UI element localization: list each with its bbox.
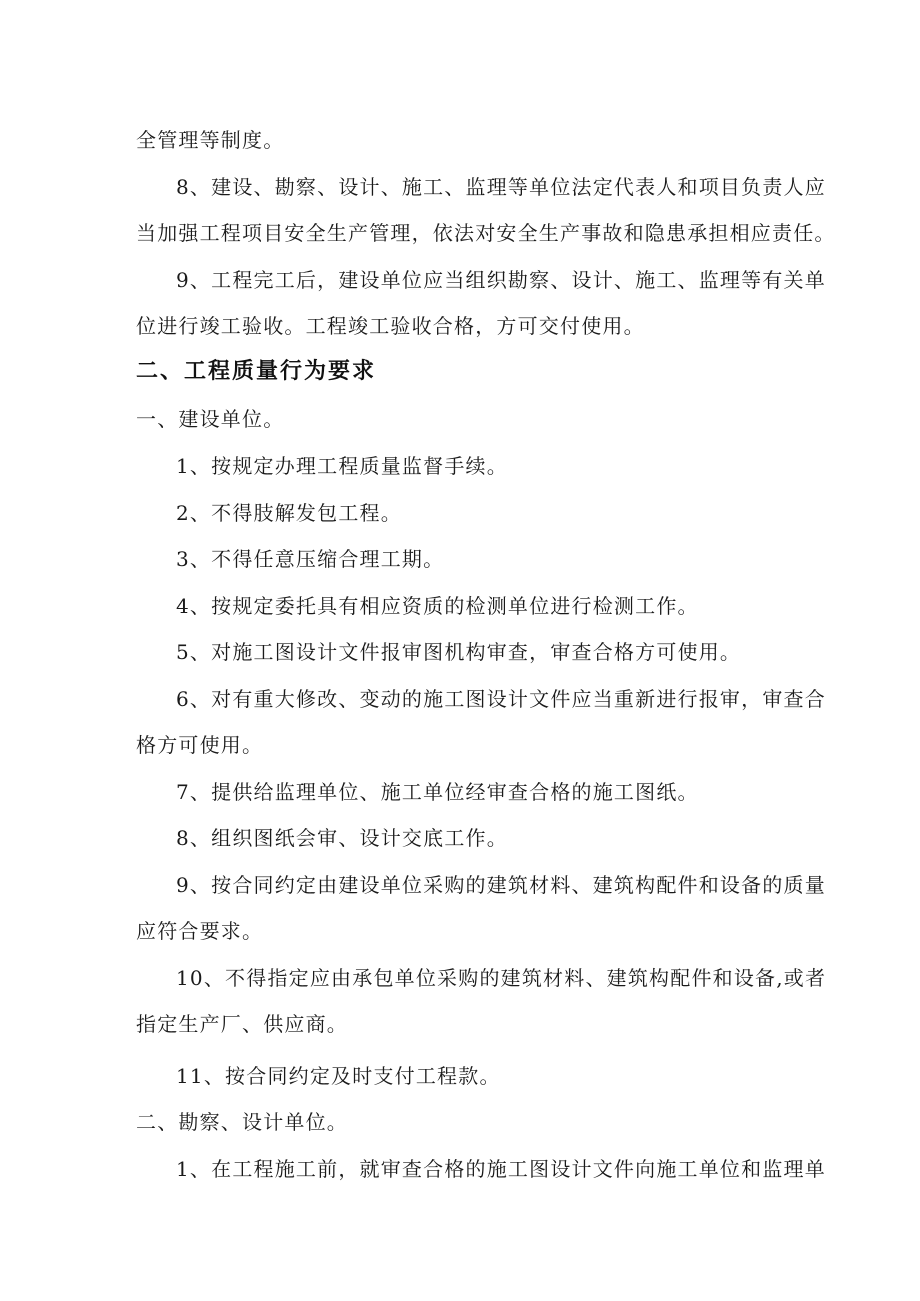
text-line: 格方可使用。: [136, 733, 264, 757]
subsection-heading: 一、建设单位。: [136, 407, 285, 431]
text-line: 10、不得指定应由承包单位采购的建筑材料、建筑构配件和设备,或者: [176, 966, 827, 990]
text-line: 5、对施工图设计文件报审图机构审查，审查合格方可使用。: [176, 640, 742, 664]
text-line: 4、按规定委托具有相应资质的检测单位进行检测工作。: [176, 594, 699, 618]
text-line: 3、不得任意压缩合理工期。: [176, 547, 445, 571]
text-line: 11、按合同约定及时支付工程款。: [176, 1064, 501, 1088]
text-line: 位进行竣工验收。工程竣工验收合格，方可交付使用。: [136, 314, 645, 338]
text-line: 应符合要求。: [136, 919, 264, 943]
text-line: 当加强工程项目安全生产管理，依法对安全生产事故和隐患承担相应责任。: [136, 221, 836, 245]
text-line: 1、在工程施工前，就审查合格的施工图设计文件向施工单位和监理单: [176, 1157, 826, 1181]
subsection-heading: 二、勘察、设计单位。: [136, 1110, 348, 1134]
text-line: 2、不得肢解发包工程。: [176, 501, 402, 525]
text-line: 9、按合同约定由建设单位采购的建筑材料、建筑构配件和设备的质量: [176, 873, 826, 897]
text-line: 6、对有重大修改、变动的施工图设计文件应当重新进行报审，审查合: [176, 687, 826, 711]
text-line: 1、按规定办理工程质量监督手续。: [176, 454, 508, 478]
text-line: 指定生产厂、供应商。: [136, 1012, 348, 1036]
section-heading: 二、工程质量行为要求: [136, 358, 377, 384]
text-line: 9、工程完工后，建设单位应当组织勘察、设计、施工、监理等有关单: [176, 268, 826, 292]
text-line: 8、建设、勘察、设计、施工、监理等单位法定代表人和项目负责人应: [176, 175, 826, 199]
text-line: 全管理等制度。: [136, 128, 285, 152]
text-line: 7、提供给监理单位、施工单位经审查合格的施工图纸。: [176, 780, 699, 804]
text-line: 8、组织图纸会审、设计交底工作。: [176, 826, 508, 850]
